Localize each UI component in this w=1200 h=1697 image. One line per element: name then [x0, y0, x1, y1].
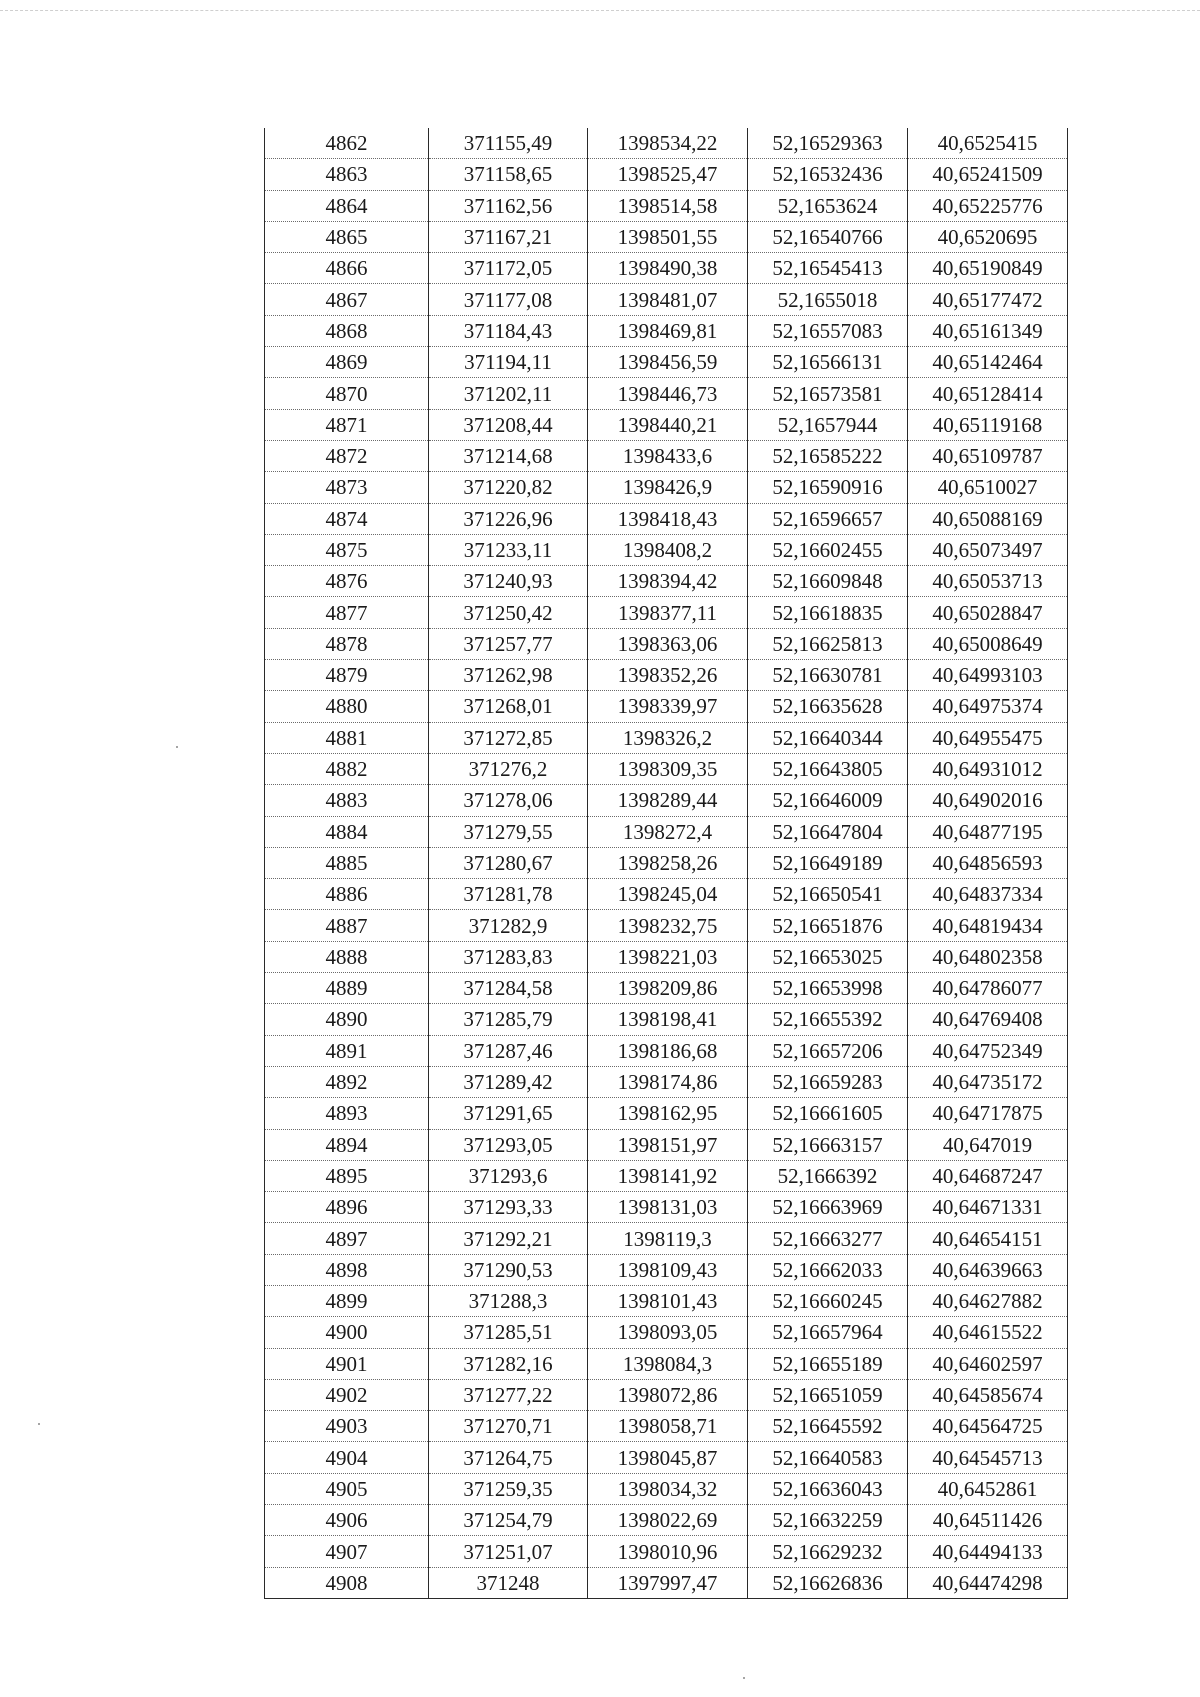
- longitude-cell: 40,6520695: [908, 221, 1068, 252]
- x-coordinate-cell: 371283,83: [429, 941, 588, 972]
- latitude-cell: 52,16602455: [748, 534, 908, 565]
- x-coordinate-cell: 371158,65: [429, 159, 588, 190]
- longitude-cell: 40,64627882: [908, 1285, 1068, 1316]
- longitude-cell: 40,64769408: [908, 1004, 1068, 1035]
- longitude-cell: 40,64877195: [908, 816, 1068, 847]
- x-coordinate-cell: 371280,67: [429, 847, 588, 878]
- x-coordinate-cell: 371282,9: [429, 910, 588, 941]
- table-row: [265, 660, 1068, 691]
- y-coordinate-cell: 1398339,97: [588, 691, 748, 722]
- longitude-cell: 40,65190849: [908, 253, 1068, 284]
- y-coordinate-cell: 1398141,92: [588, 1160, 748, 1191]
- y-coordinate-cell: 1398394,42: [588, 566, 748, 597]
- point-number-cell: 4895: [265, 1160, 429, 1191]
- longitude-cell: 40,64837334: [908, 879, 1068, 910]
- point-number-cell: 4897: [265, 1223, 429, 1254]
- latitude-cell: 52,16618835: [748, 597, 908, 628]
- latitude-cell: 52,16659283: [748, 1066, 908, 1097]
- table-row: [265, 347, 1068, 378]
- y-coordinate-cell: 1398272,4: [588, 816, 748, 847]
- scan-speck: [38, 1423, 40, 1425]
- table-row: [265, 566, 1068, 597]
- table-row: [265, 1129, 1068, 1160]
- x-coordinate-cell: 371240,93: [429, 566, 588, 597]
- longitude-cell: 40,65241509: [908, 159, 1068, 190]
- x-coordinate-cell: 371285,51: [429, 1317, 588, 1348]
- y-coordinate-cell: 1398058,71: [588, 1411, 748, 1442]
- latitude-cell: 52,16545413: [748, 253, 908, 284]
- latitude-cell: 52,16596657: [748, 503, 908, 534]
- point-number-cell: 4904: [265, 1442, 429, 1473]
- x-coordinate-cell: 371226,96: [429, 503, 588, 534]
- y-coordinate-cell: 1398186,68: [588, 1035, 748, 1066]
- y-coordinate-cell: 1398221,03: [588, 941, 748, 972]
- y-coordinate-cell: 1398418,43: [588, 503, 748, 534]
- point-number-cell: 4892: [265, 1066, 429, 1097]
- point-number-cell: 4907: [265, 1536, 429, 1567]
- x-coordinate-cell: 371194,11: [429, 347, 588, 378]
- longitude-cell: 40,64602597: [908, 1348, 1068, 1379]
- latitude-cell: 52,16660245: [748, 1285, 908, 1316]
- latitude-cell: 52,16657964: [748, 1317, 908, 1348]
- y-coordinate-cell: 1398162,95: [588, 1098, 748, 1129]
- y-coordinate-cell: 1398326,2: [588, 722, 748, 753]
- table-row: [265, 1442, 1068, 1473]
- latitude-cell: 52,16655189: [748, 1348, 908, 1379]
- table-row: [265, 753, 1068, 784]
- longitude-cell: 40,64654151: [908, 1223, 1068, 1254]
- y-coordinate-cell: 1398209,86: [588, 973, 748, 1004]
- table-row: [265, 284, 1068, 315]
- table-row: [265, 1379, 1068, 1410]
- latitude-cell: 52,16643805: [748, 753, 908, 784]
- longitude-cell: 40,64819434: [908, 910, 1068, 941]
- longitude-cell: 40,64752349: [908, 1035, 1068, 1066]
- table-row: [265, 910, 1068, 941]
- y-coordinate-cell: 1398525,47: [588, 159, 748, 190]
- x-coordinate-cell: 371288,3: [429, 1285, 588, 1316]
- y-coordinate-cell: 1397997,47: [588, 1567, 748, 1598]
- latitude-cell: 52,16655392: [748, 1004, 908, 1035]
- x-coordinate-cell: 371259,35: [429, 1473, 588, 1504]
- latitude-cell: 52,16590916: [748, 472, 908, 503]
- x-coordinate-cell: 371289,42: [429, 1066, 588, 1097]
- table-row: [265, 1285, 1068, 1316]
- point-number-cell: 4886: [265, 879, 429, 910]
- y-coordinate-cell: 1398034,32: [588, 1473, 748, 1504]
- x-coordinate-cell: 371167,21: [429, 221, 588, 252]
- x-coordinate-cell: 371268,01: [429, 691, 588, 722]
- longitude-cell: 40,65161349: [908, 315, 1068, 346]
- longitude-cell: 40,65008649: [908, 628, 1068, 659]
- table-row: [265, 1348, 1068, 1379]
- longitude-cell: 40,64585674: [908, 1379, 1068, 1410]
- point-number-cell: 4878: [265, 628, 429, 659]
- point-number-cell: 4906: [265, 1505, 429, 1536]
- latitude-cell: 52,16557083: [748, 315, 908, 346]
- latitude-cell: 52,16632259: [748, 1505, 908, 1536]
- y-coordinate-cell: 1398258,26: [588, 847, 748, 878]
- longitude-cell: 40,64802358: [908, 941, 1068, 972]
- y-coordinate-cell: 1398010,96: [588, 1536, 748, 1567]
- point-number-cell: 4896: [265, 1192, 429, 1223]
- y-coordinate-cell: 1398440,21: [588, 409, 748, 440]
- x-coordinate-cell: 371293,33: [429, 1192, 588, 1223]
- longitude-cell: 40,65088169: [908, 503, 1068, 534]
- table-row: [265, 1192, 1068, 1223]
- longitude-cell: 40,6510027: [908, 472, 1068, 503]
- point-number-cell: 4872: [265, 440, 429, 471]
- x-coordinate-cell: 371220,82: [429, 472, 588, 503]
- point-number-cell: 4899: [265, 1285, 429, 1316]
- x-coordinate-cell: 371272,85: [429, 722, 588, 753]
- longitude-cell: 40,64671331: [908, 1192, 1068, 1223]
- table-row: [265, 1004, 1068, 1035]
- point-number-cell: 4885: [265, 847, 429, 878]
- point-number-cell: 4863: [265, 159, 429, 190]
- y-coordinate-cell: 1398109,43: [588, 1254, 748, 1285]
- latitude-cell: 52,16635628: [748, 691, 908, 722]
- longitude-cell: 40,64511426: [908, 1505, 1068, 1536]
- table-row: [265, 378, 1068, 409]
- point-number-cell: 4888: [265, 941, 429, 972]
- x-coordinate-cell: 371214,68: [429, 440, 588, 471]
- scan-edge-line: [0, 10, 1200, 11]
- longitude-cell: 40,64993103: [908, 660, 1068, 691]
- point-number-cell: 4880: [265, 691, 429, 722]
- y-coordinate-cell: 1398022,69: [588, 1505, 748, 1536]
- point-number-cell: 4898: [265, 1254, 429, 1285]
- latitude-cell: 52,16540766: [748, 221, 908, 252]
- longitude-cell: 40,64494133: [908, 1536, 1068, 1567]
- x-coordinate-cell: 371248: [429, 1567, 588, 1598]
- longitude-cell: 40,65128414: [908, 378, 1068, 409]
- x-coordinate-cell: 371278,06: [429, 785, 588, 816]
- longitude-cell: 40,64615522: [908, 1317, 1068, 1348]
- table-row: [265, 1223, 1068, 1254]
- latitude-cell: 52,16609848: [748, 566, 908, 597]
- y-coordinate-cell: 1398469,81: [588, 315, 748, 346]
- y-coordinate-cell: 1398119,3: [588, 1223, 748, 1254]
- latitude-cell: 52,1653624: [748, 190, 908, 221]
- longitude-cell: 40,6525415: [908, 128, 1068, 159]
- latitude-cell: 52,16653025: [748, 941, 908, 972]
- longitude-cell: 40,65073497: [908, 534, 1068, 565]
- x-coordinate-cell: 371177,08: [429, 284, 588, 315]
- y-coordinate-cell: 1398426,9: [588, 472, 748, 503]
- longitude-cell: 40,65119168: [908, 409, 1068, 440]
- x-coordinate-cell: 371254,79: [429, 1505, 588, 1536]
- point-number-cell: 4865: [265, 221, 429, 252]
- longitude-cell: 40,64639663: [908, 1254, 1068, 1285]
- table-row: [265, 691, 1068, 722]
- latitude-cell: 52,16653998: [748, 973, 908, 1004]
- point-number-cell: 4866: [265, 253, 429, 284]
- longitude-cell: 40,64474298: [908, 1567, 1068, 1598]
- point-number-cell: 4873: [265, 472, 429, 503]
- point-number-cell: 4881: [265, 722, 429, 753]
- x-coordinate-cell: 371292,21: [429, 1223, 588, 1254]
- x-coordinate-cell: 371251,07: [429, 1536, 588, 1567]
- point-number-cell: 4877: [265, 597, 429, 628]
- point-number-cell: 4903: [265, 1411, 429, 1442]
- y-coordinate-cell: 1398433,6: [588, 440, 748, 471]
- table-row: [265, 847, 1068, 878]
- y-coordinate-cell: 1398045,87: [588, 1442, 748, 1473]
- coordinates-table-body: [265, 128, 1068, 1598]
- y-coordinate-cell: 1398072,86: [588, 1379, 748, 1410]
- y-coordinate-cell: 1398198,41: [588, 1004, 748, 1035]
- y-coordinate-cell: 1398151,97: [588, 1129, 748, 1160]
- latitude-cell: 52,16645592: [748, 1411, 908, 1442]
- point-number-cell: 4894: [265, 1129, 429, 1160]
- x-coordinate-cell: 371162,56: [429, 190, 588, 221]
- latitude-cell: 52,16629232: [748, 1536, 908, 1567]
- table-row: [265, 409, 1068, 440]
- table-row: [265, 253, 1068, 284]
- latitude-cell: 52,16662033: [748, 1254, 908, 1285]
- latitude-cell: 52,1655018: [748, 284, 908, 315]
- latitude-cell: 52,16657206: [748, 1035, 908, 1066]
- point-number-cell: 4883: [265, 785, 429, 816]
- longitude-cell: 40,64786077: [908, 973, 1068, 1004]
- longitude-cell: 40,65225776: [908, 190, 1068, 221]
- latitude-cell: 52,1666392: [748, 1160, 908, 1191]
- scan-speck: [743, 1677, 745, 1679]
- x-coordinate-cell: 371250,42: [429, 597, 588, 628]
- longitude-cell: 40,64975374: [908, 691, 1068, 722]
- scan-speck: [176, 746, 178, 748]
- x-coordinate-cell: 371257,77: [429, 628, 588, 659]
- longitude-cell: 40,647019: [908, 1129, 1068, 1160]
- longitude-cell: 40,65053713: [908, 566, 1068, 597]
- latitude-cell: 52,16630781: [748, 660, 908, 691]
- y-coordinate-cell: 1398534,22: [588, 128, 748, 159]
- point-number-cell: 4884: [265, 816, 429, 847]
- table-row: [265, 1066, 1068, 1097]
- x-coordinate-cell: 371287,46: [429, 1035, 588, 1066]
- table-row: [265, 472, 1068, 503]
- y-coordinate-cell: 1398446,73: [588, 378, 748, 409]
- x-coordinate-cell: 371184,43: [429, 315, 588, 346]
- latitude-cell: 52,16647804: [748, 816, 908, 847]
- point-number-cell: 4862: [265, 128, 429, 159]
- latitude-cell: 52,16640583: [748, 1442, 908, 1473]
- y-coordinate-cell: 1398377,11: [588, 597, 748, 628]
- x-coordinate-cell: 371281,78: [429, 879, 588, 910]
- longitude-cell: 40,64902016: [908, 785, 1068, 816]
- x-coordinate-cell: 371270,71: [429, 1411, 588, 1442]
- y-coordinate-cell: 1398289,44: [588, 785, 748, 816]
- x-coordinate-cell: 371262,98: [429, 660, 588, 691]
- x-coordinate-cell: 371264,75: [429, 1442, 588, 1473]
- latitude-cell: 52,16566131: [748, 347, 908, 378]
- table-row: [265, 597, 1068, 628]
- coordinates-table: [264, 128, 1068, 1599]
- y-coordinate-cell: 1398101,43: [588, 1285, 748, 1316]
- x-coordinate-cell: 371285,79: [429, 1004, 588, 1035]
- point-number-cell: 4867: [265, 284, 429, 315]
- point-number-cell: 4900: [265, 1317, 429, 1348]
- x-coordinate-cell: 371284,58: [429, 973, 588, 1004]
- x-coordinate-cell: 371279,55: [429, 816, 588, 847]
- table-row: [265, 159, 1068, 190]
- table-row: [265, 440, 1068, 471]
- latitude-cell: 52,16636043: [748, 1473, 908, 1504]
- point-number-cell: 4882: [265, 753, 429, 784]
- x-coordinate-cell: 371277,22: [429, 1379, 588, 1410]
- table-row: [265, 534, 1068, 565]
- x-coordinate-cell: 371293,05: [429, 1129, 588, 1160]
- latitude-cell: 52,16640344: [748, 722, 908, 753]
- table-row: [265, 1160, 1068, 1191]
- table-row: [265, 973, 1068, 1004]
- x-coordinate-cell: 371155,49: [429, 128, 588, 159]
- longitude-cell: 40,64687247: [908, 1160, 1068, 1191]
- y-coordinate-cell: 1398481,07: [588, 284, 748, 315]
- point-number-cell: 4887: [265, 910, 429, 941]
- latitude-cell: 52,16529363: [748, 128, 908, 159]
- table-row: [265, 1567, 1068, 1598]
- y-coordinate-cell: 1398363,06: [588, 628, 748, 659]
- point-number-cell: 4893: [265, 1098, 429, 1129]
- y-coordinate-cell: 1398131,03: [588, 1192, 748, 1223]
- x-coordinate-cell: 371291,65: [429, 1098, 588, 1129]
- longitude-cell: 40,64955475: [908, 722, 1068, 753]
- table-row: [265, 785, 1068, 816]
- latitude-cell: 52,16626836: [748, 1567, 908, 1598]
- longitude-cell: 40,64717875: [908, 1098, 1068, 1129]
- x-coordinate-cell: 371276,2: [429, 753, 588, 784]
- y-coordinate-cell: 1398245,04: [588, 879, 748, 910]
- table-row: [265, 1536, 1068, 1567]
- latitude-cell: 52,16663157: [748, 1129, 908, 1160]
- latitude-cell: 52,16651059: [748, 1379, 908, 1410]
- y-coordinate-cell: 1398514,58: [588, 190, 748, 221]
- point-number-cell: 4869: [265, 347, 429, 378]
- longitude-cell: 40,65177472: [908, 284, 1068, 315]
- point-number-cell: 4901: [265, 1348, 429, 1379]
- y-coordinate-cell: 1398501,55: [588, 221, 748, 252]
- table-row: [265, 1505, 1068, 1536]
- latitude-cell: 52,16650541: [748, 879, 908, 910]
- point-number-cell: 4879: [265, 660, 429, 691]
- x-coordinate-cell: 371172,05: [429, 253, 588, 284]
- table-row: [265, 628, 1068, 659]
- point-number-cell: 4905: [265, 1473, 429, 1504]
- table-row: [265, 315, 1068, 346]
- latitude-cell: 52,1657944: [748, 409, 908, 440]
- point-number-cell: 4891: [265, 1035, 429, 1066]
- y-coordinate-cell: 1398174,86: [588, 1066, 748, 1097]
- latitude-cell: 52,16573581: [748, 378, 908, 409]
- x-coordinate-cell: 371282,16: [429, 1348, 588, 1379]
- table-row: [265, 503, 1068, 534]
- x-coordinate-cell: 371208,44: [429, 409, 588, 440]
- point-number-cell: 4875: [265, 534, 429, 565]
- y-coordinate-cell: 1398408,2: [588, 534, 748, 565]
- longitude-cell: 40,6452861: [908, 1473, 1068, 1504]
- latitude-cell: 52,16649189: [748, 847, 908, 878]
- table-row: [265, 1035, 1068, 1066]
- table-row: [265, 1098, 1068, 1129]
- latitude-cell: 52,16532436: [748, 159, 908, 190]
- point-number-cell: 4870: [265, 378, 429, 409]
- latitude-cell: 52,16585222: [748, 440, 908, 471]
- y-coordinate-cell: 1398456,59: [588, 347, 748, 378]
- table-row: [265, 190, 1068, 221]
- longitude-cell: 40,64931012: [908, 753, 1068, 784]
- table-row: [265, 128, 1068, 159]
- longitude-cell: 40,64735172: [908, 1066, 1068, 1097]
- y-coordinate-cell: 1398309,35: [588, 753, 748, 784]
- y-coordinate-cell: 1398232,75: [588, 910, 748, 941]
- latitude-cell: 52,16663277: [748, 1223, 908, 1254]
- latitude-cell: 52,16646009: [748, 785, 908, 816]
- table-row: [265, 1411, 1068, 1442]
- table-row: [265, 1473, 1068, 1504]
- x-coordinate-cell: 371293,6: [429, 1160, 588, 1191]
- table-row: [265, 1254, 1068, 1285]
- point-number-cell: 4874: [265, 503, 429, 534]
- latitude-cell: 52,16625813: [748, 628, 908, 659]
- latitude-cell: 52,16663969: [748, 1192, 908, 1223]
- table-row: [265, 816, 1068, 847]
- point-number-cell: 4876: [265, 566, 429, 597]
- x-coordinate-cell: 371233,11: [429, 534, 588, 565]
- point-number-cell: 4864: [265, 190, 429, 221]
- point-number-cell: 4889: [265, 973, 429, 1004]
- latitude-cell: 52,16651876: [748, 910, 908, 941]
- y-coordinate-cell: 1398352,26: [588, 660, 748, 691]
- longitude-cell: 40,64856593: [908, 847, 1068, 878]
- table-row: [265, 941, 1068, 972]
- table-row: [265, 221, 1068, 252]
- longitude-cell: 40,64564725: [908, 1411, 1068, 1442]
- table-row: [265, 1317, 1068, 1348]
- x-coordinate-cell: 371202,11: [429, 378, 588, 409]
- longitude-cell: 40,64545713: [908, 1442, 1068, 1473]
- latitude-cell: 52,16661605: [748, 1098, 908, 1129]
- point-number-cell: 4868: [265, 315, 429, 346]
- y-coordinate-cell: 1398490,38: [588, 253, 748, 284]
- y-coordinate-cell: 1398093,05: [588, 1317, 748, 1348]
- y-coordinate-cell: 1398084,3: [588, 1348, 748, 1379]
- longitude-cell: 40,65142464: [908, 347, 1068, 378]
- point-number-cell: 4902: [265, 1379, 429, 1410]
- longitude-cell: 40,65109787: [908, 440, 1068, 471]
- x-coordinate-cell: 371290,53: [429, 1254, 588, 1285]
- point-number-cell: 4871: [265, 409, 429, 440]
- table-row: [265, 722, 1068, 753]
- table-row: [265, 879, 1068, 910]
- point-number-cell: 4890: [265, 1004, 429, 1035]
- point-number-cell: 4908: [265, 1567, 429, 1598]
- longitude-cell: 40,65028847: [908, 597, 1068, 628]
